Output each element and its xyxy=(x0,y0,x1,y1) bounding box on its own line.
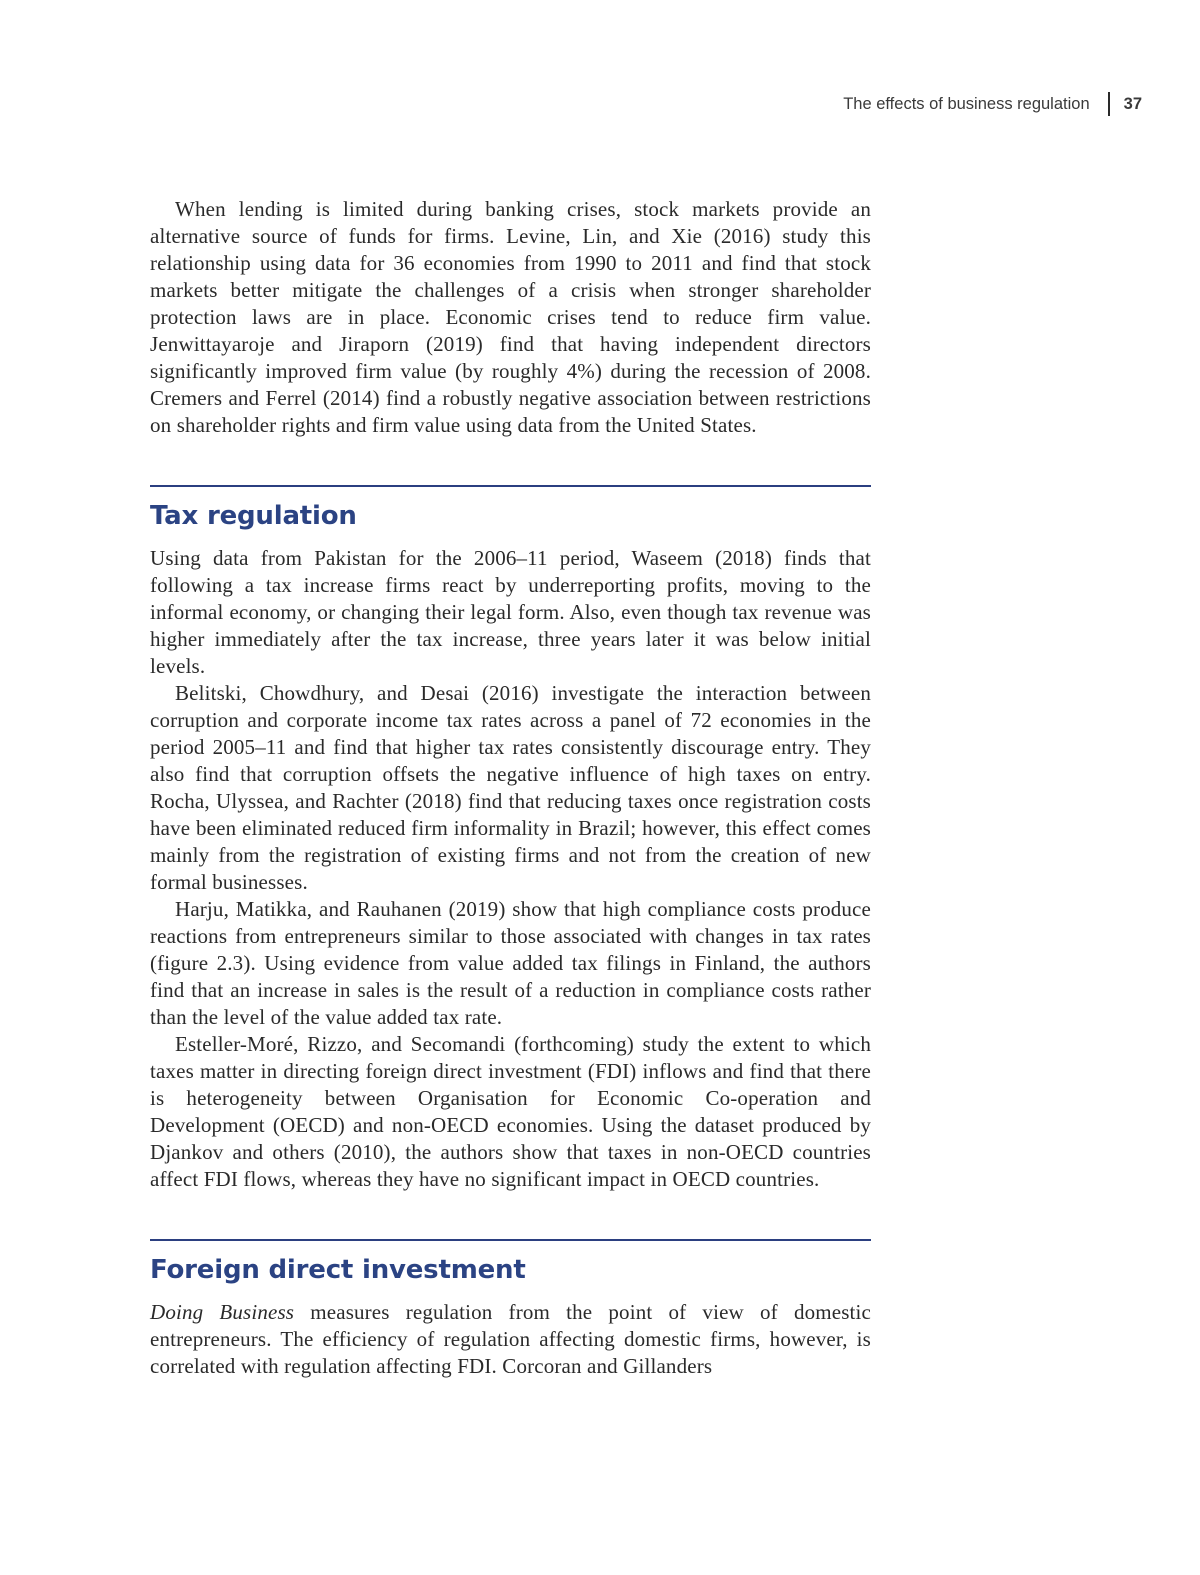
running-header xyxy=(843,92,1142,116)
paragraph-text: measures regulation from the point of view of domestic entrepreneurs. The efficiency of regulation affecting domestic firms, however, is correlated with regulation affecting FDI. Corcoran and Gillanders xyxy=(150,1300,871,1378)
section-heading: Foreign direct investment xyxy=(150,1255,526,1285)
body-paragraph: Using data from Pakistan for the 2006–11 period, Waseem (2018) finds that following a tax increase firms react by underreporting profits, moving to the informal economy, or changing their legal form. Also, even though tax revenue was higher immediately after the tax increase, three years later it was below initial levels. xyxy=(150,546,871,678)
section-tax-regulation xyxy=(150,485,871,1193)
section-foreign-direct-investment xyxy=(150,1239,871,1380)
header-divider xyxy=(1108,92,1110,116)
running-title: The effects of business regulation xyxy=(843,94,1090,113)
section-rule xyxy=(150,485,871,487)
intro-paragraph: When lending is limited during banking crises, stock markets provide an alternative source of funds for firms. Levine, Lin, and Xie (2016) study this relationship using data for 36 economies from 1990 to 2011 and find that stock markets better mitigate the challenges of a crisis when stronger shareholder protection laws are in place. Economic crises tend to reduce firm value. Jenwittayaroje and Jiraporn (2019) find that having independent directors significantly improved firm value (by roughly 4%) during the recession of 2008. Cremers and Ferrel (2014) find a robustly negative association between restrictions on shareholder rights and firm value using data from the United States. xyxy=(150,197,871,437)
body-paragraph xyxy=(150,1299,871,1380)
main-content xyxy=(150,196,871,1380)
section-rule xyxy=(150,1239,871,1241)
body-paragraph: Belitski, Chowdhury, and Desai (2016) investigate the interaction between corruption and corporate income tax rates across a panel of 72 economies in the period 2005–11 and find that higher tax rates consistently discourage entry. They also find that corruption offsets the negative influence of high taxes on entry. Rocha, Ulyssea, and Rachter (2018) find that reducing taxes once registration costs have been eliminated reduced firm informality in Brazil; however, this effect comes mainly from the registration of existing firms and not from the creation of new formal businesses. xyxy=(150,681,871,894)
body-paragraph: Esteller-Moré, Rizzo, and Secomandi (forthcoming) study the extent to which taxes matter in directing foreign direct investment (FDI) inflows and find that there is heterogeneity between Organisation for Economic Co-operation and Development (OECD) and non-OECD economies. Using the dataset produced by Djankov and others (2010), the authors show that taxes in non-OECD countries affect FDI flows, whereas they have no significant impact in OECD countries. xyxy=(150,1032,871,1191)
italic-title: Doing Business xyxy=(150,1300,295,1324)
section-heading: Tax regulation xyxy=(150,501,357,531)
body-paragraph: Harju, Matikka, and Rauhanen (2019) show that high compliance costs produce reactions from entrepreneurs similar to those associated with changes in tax rates (figure 2.3). Using evidence from value added tax filings in Finland, the authors find that an increase in sales is the result of a reduction in compliance costs rather than the level of the value added tax rate. xyxy=(150,897,871,1029)
page-number: 37 xyxy=(1123,94,1142,113)
